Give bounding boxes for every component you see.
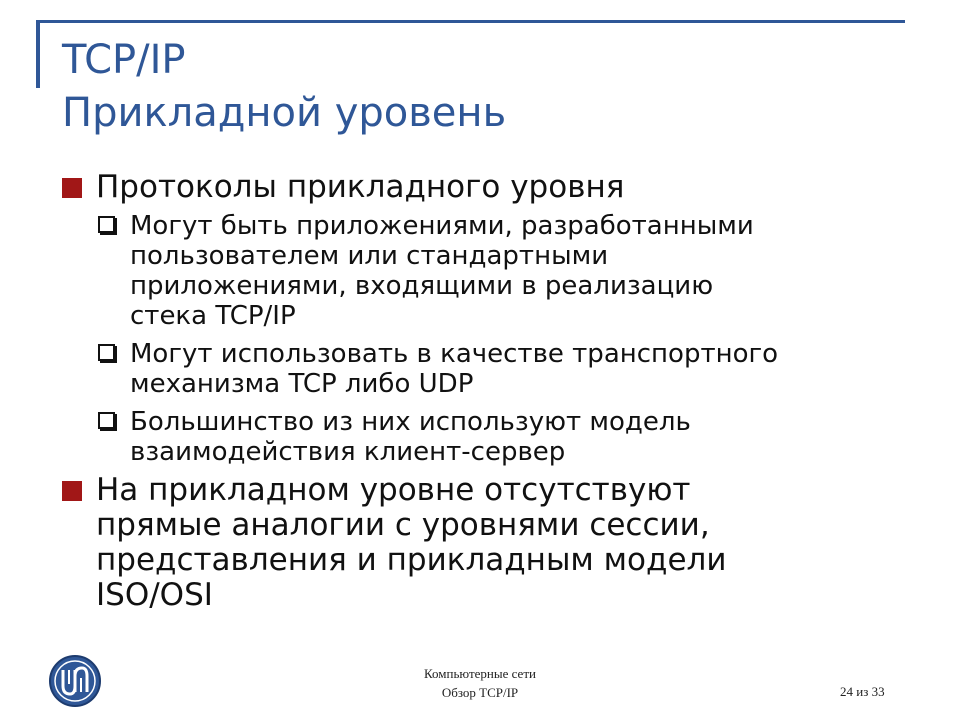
title-line-2: Прикладной уровень (62, 90, 507, 136)
sub-bullet-3-line-2: взаимодействия клиент-сервер (130, 437, 566, 467)
sub-bullet-3 (62, 407, 942, 467)
sub-bullet-2-line-1: Могут использовать в качестве транспортного (130, 339, 779, 369)
title-line-1: TCP/IP (62, 37, 186, 83)
bullet-2-line-2: прямые аналогии с уровнями сессии, (96, 507, 710, 543)
bullet-1 (62, 170, 942, 205)
bullet-2 (62, 473, 942, 613)
sub-bullet-1-line-4: стека TCP/IP (130, 301, 296, 331)
slide-title (62, 34, 506, 140)
square-bullet-icon (62, 178, 82, 198)
frame-top-rule (40, 20, 905, 23)
bullet-2-line-1: На прикладном уровне отсутствуют (96, 472, 691, 508)
slide-body (62, 170, 942, 613)
sub-bullet-3-line-1: Большинство из них используют модель (130, 407, 691, 437)
footer-lecture: Обзор TCP/IP (441, 685, 519, 700)
checkbox-bullet-icon (98, 412, 115, 429)
sub-bullet-1-line-2: пользователем или стандартными (130, 241, 609, 271)
bullet-2-line-3: представления и прикладным модели (96, 542, 727, 578)
sub-bullet-1 (62, 211, 942, 331)
sub-bullet-1-line-3: приложениями, входящими в реализацию (130, 271, 714, 301)
bullet-1-text: Протоколы прикладного уровня (96, 169, 625, 205)
bullet-2-line-4: ISO/OSI (96, 577, 213, 613)
page-number: 24 из 33 (840, 684, 885, 699)
footer-course: Компьютерные сети (424, 666, 536, 681)
checkbox-bullet-icon (98, 216, 115, 233)
checkbox-bullet-icon (98, 344, 115, 361)
sub-bullet-2 (62, 339, 942, 399)
sub-bullet-2-line-2: механизма TCP либо UDP (130, 369, 474, 399)
sub-bullet-1-line-1: Могут быть приложениями, разработанными (130, 211, 754, 241)
frame-left-rule (36, 20, 40, 88)
square-bullet-icon (62, 481, 82, 501)
